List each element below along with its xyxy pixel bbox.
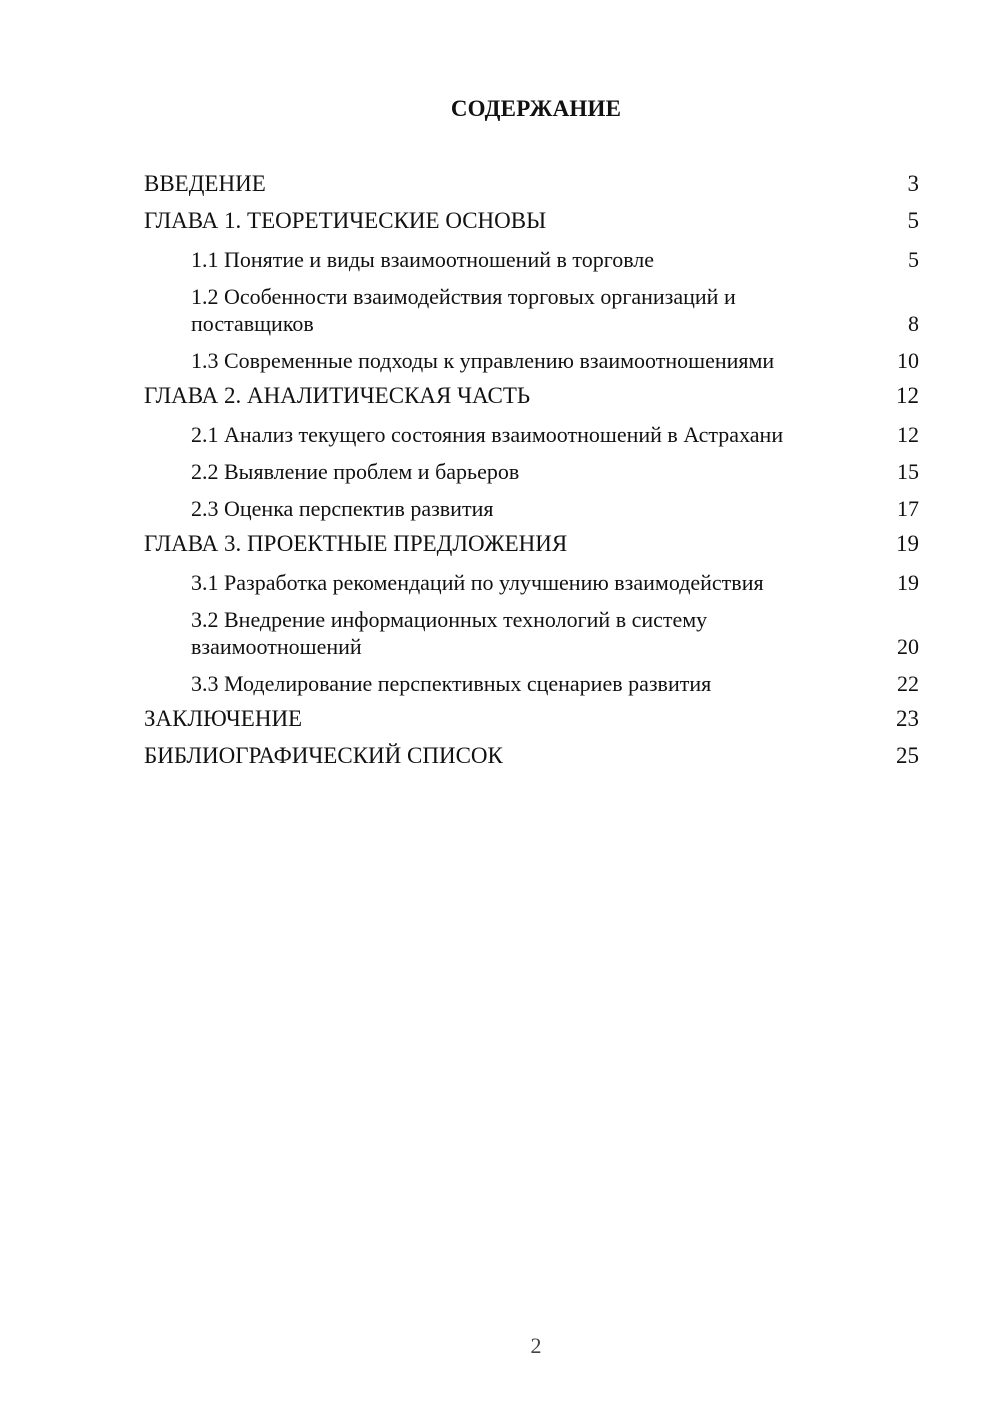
toc-entry-page: 23: [896, 706, 919, 731]
toc-entry-conclusion[interactable]: [144, 703, 919, 734]
toc-entry-section-1-3[interactable]: [144, 347, 919, 374]
toc-entry-section-1-1[interactable]: [144, 246, 919, 273]
toc-entry-section-2-3[interactable]: [144, 495, 919, 522]
toc-entry-page: 3: [907, 171, 919, 196]
page-number: 2: [530, 1333, 542, 1358]
toc-entry-section-3-1[interactable]: [144, 569, 919, 596]
toc-entry-chapter-3[interactable]: [144, 528, 919, 559]
toc-entry-page: 19: [897, 570, 919, 595]
toc-entry-text: БИБЛИОГРАФИЧЕСКИЙ СПИСОК: [144, 743, 503, 768]
toc-entry-text: 1.1 Понятие и виды взаимоотношений в торговле: [191, 247, 655, 272]
toc-entry-page: 17: [897, 496, 919, 521]
toc-entry-text: ГЛАВА 1. ТЕОРЕТИЧЕСКИЕ ОСНОВЫ: [144, 208, 547, 233]
toc-entry-page: 25: [896, 743, 919, 768]
toc-entry-bibliography[interactable]: [144, 740, 919, 771]
toc-entry-page: 15: [897, 459, 919, 484]
toc-entry-text: 3.3 Моделирование перспективных сценариев развития: [191, 671, 712, 696]
toc-entry-text: 2.1 Анализ текущего состояния взаимоотношений в Астрахани: [191, 422, 784, 447]
toc-entry-page: 19: [896, 531, 919, 556]
toc-entry-text: ЗАКЛЮЧЕНИЕ: [144, 706, 303, 731]
toc-entry-text: ВВЕДЕНИЕ: [144, 171, 266, 196]
table-of-contents: [144, 168, 919, 771]
toc-entry-text: 3.2 Внедрение информационных технологий в систему взаимоотношений: [191, 607, 708, 659]
toc-entry-text: ГЛАВА 2. АНАЛИТИЧЕСКАЯ ЧАСТЬ: [144, 383, 531, 408]
toc-entry-page: 12: [897, 422, 919, 447]
toc-entry-page: 5: [907, 208, 919, 233]
toc-entry-text: 3.1 Разработка рекомендаций по улучшению взаимодействия: [191, 570, 764, 595]
toc-entry-chapter-2[interactable]: [144, 380, 919, 411]
toc-entry-section-2-1[interactable]: [144, 421, 919, 448]
toc-entry-section-2-2[interactable]: [144, 458, 919, 485]
toc-entry-section-3-3[interactable]: [144, 670, 919, 697]
toc-entry-text: 2.2 Выявление проблем и барьеров: [191, 459, 520, 484]
toc-entry-introduction[interactable]: [144, 168, 919, 199]
toc-entry-page: 8: [908, 311, 919, 336]
toc-entry-text: 1.2 Особенности взаимодействия торговых организаций и поставщиков: [191, 284, 736, 336]
toc-entry-section-1-2[interactable]: [144, 283, 919, 337]
toc-entry-page: 10: [897, 348, 919, 373]
toc-title: СОДЕРЖАНИЕ: [450, 96, 622, 121]
toc-entry-text: 1.3 Современные подходы к управлению взаимоотношениями: [191, 348, 775, 373]
toc-entry-page: 20: [897, 634, 919, 659]
toc-entry-page: 22: [897, 671, 919, 696]
toc-entry-page: 5: [908, 247, 919, 272]
toc-entry-text: 2.3 Оценка перспектив развития: [191, 496, 494, 521]
toc-entry-text: ГЛАВА 3. ПРОЕКТНЫЕ ПРЕДЛОЖЕНИЯ: [144, 531, 568, 556]
toc-entry-page: 12: [896, 383, 919, 408]
toc-entry-section-3-2[interactable]: [144, 606, 919, 660]
toc-entry-chapter-1[interactable]: [144, 205, 919, 236]
